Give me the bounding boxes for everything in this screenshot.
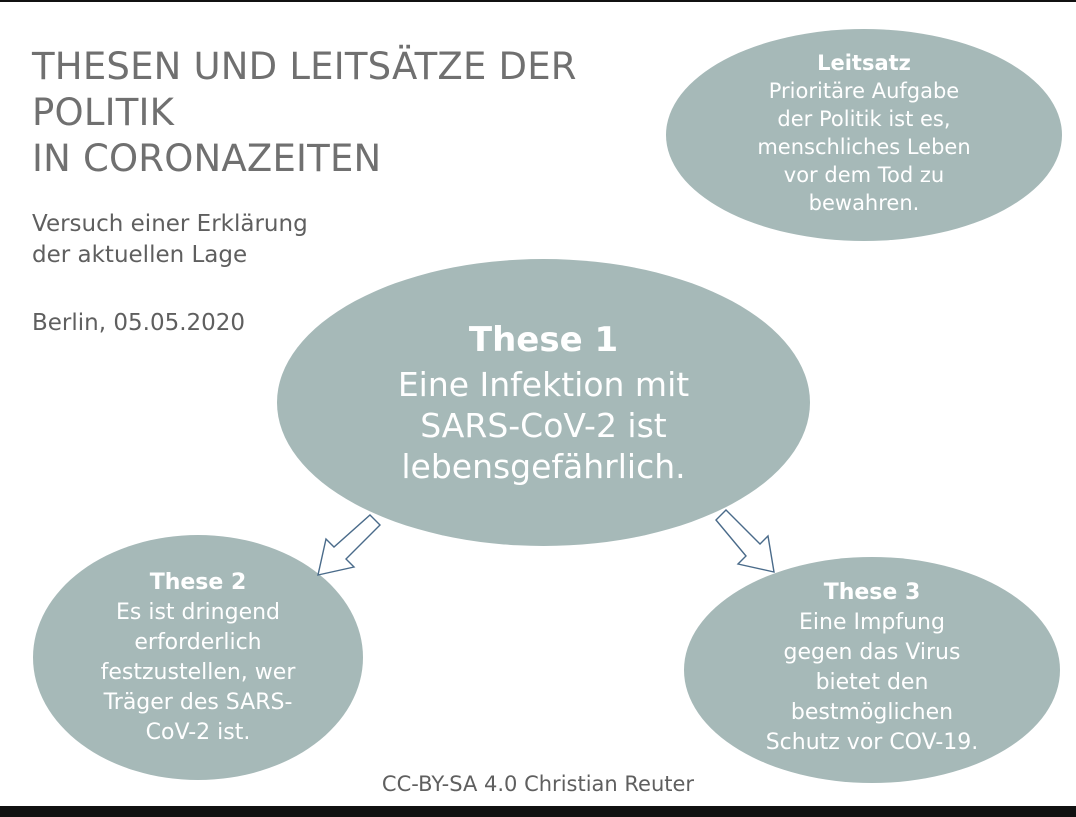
node-line: Schutz vor COV-19.: [765, 730, 979, 755]
title-line: THESEN UND LEITSÄTZE DER: [32, 45, 577, 88]
dateline: Berlin, 05.05.2020: [32, 310, 246, 336]
leitsatz-node: [666, 29, 1062, 241]
node-line: CoV-2 ist.: [145, 719, 251, 745]
leitsatz-heading: Leitsatz: [817, 51, 911, 75]
node-line: Eine Infektion mit: [397, 365, 690, 404]
node-line: bestmöglichen: [790, 700, 954, 725]
node-line: Es ist dringend: [115, 599, 281, 625]
arrow-to-these3: [700, 500, 800, 590]
these2-heading: These 2: [149, 569, 247, 595]
these3-node: [684, 557, 1060, 783]
node-line: bewahren.: [808, 191, 920, 215]
node-line: menschliches Leben: [757, 135, 971, 159]
node-line: vor dem Tod zu: [783, 163, 945, 187]
node-line: der Politik ist es,: [777, 107, 951, 131]
these3-heading: These 3: [823, 580, 921, 605]
node-line: Prioritäre Aufgabe: [768, 79, 960, 103]
these1-heading: These 1: [468, 320, 619, 360]
these2-text: [101, 598, 296, 748]
bottom-border: [0, 806, 1076, 817]
subtitle: [32, 209, 452, 271]
node-line: SARS-CoV-2 ist: [420, 406, 667, 445]
node-line: erforderlich: [134, 629, 262, 655]
title-line: IN CORONAZEITEN: [32, 137, 382, 180]
credit-line: CC-BY-SA 4.0 Christian Reuter: [381, 772, 695, 796]
top-border: [0, 0, 1076, 2]
arrow-to-these2: [300, 505, 400, 595]
node-line: gegen das Virus: [783, 640, 961, 665]
leitsatz-text: [757, 77, 970, 217]
node-line: festzustellen, wer: [100, 659, 296, 685]
subtitle-line: der aktuellen Lage: [32, 242, 248, 268]
node-line: Eine Impfung: [799, 610, 945, 635]
node-line: lebensgefährlich.: [401, 447, 686, 486]
node-line: Träger des SARS-: [103, 689, 293, 715]
page-title: [32, 44, 672, 182]
these1-text: [398, 364, 689, 487]
these3-text: [766, 608, 979, 758]
title-line: POLITIK: [32, 91, 175, 134]
node-line: bietet den: [815, 670, 929, 695]
subtitle-line: Versuch einer Erklärung: [32, 211, 308, 237]
